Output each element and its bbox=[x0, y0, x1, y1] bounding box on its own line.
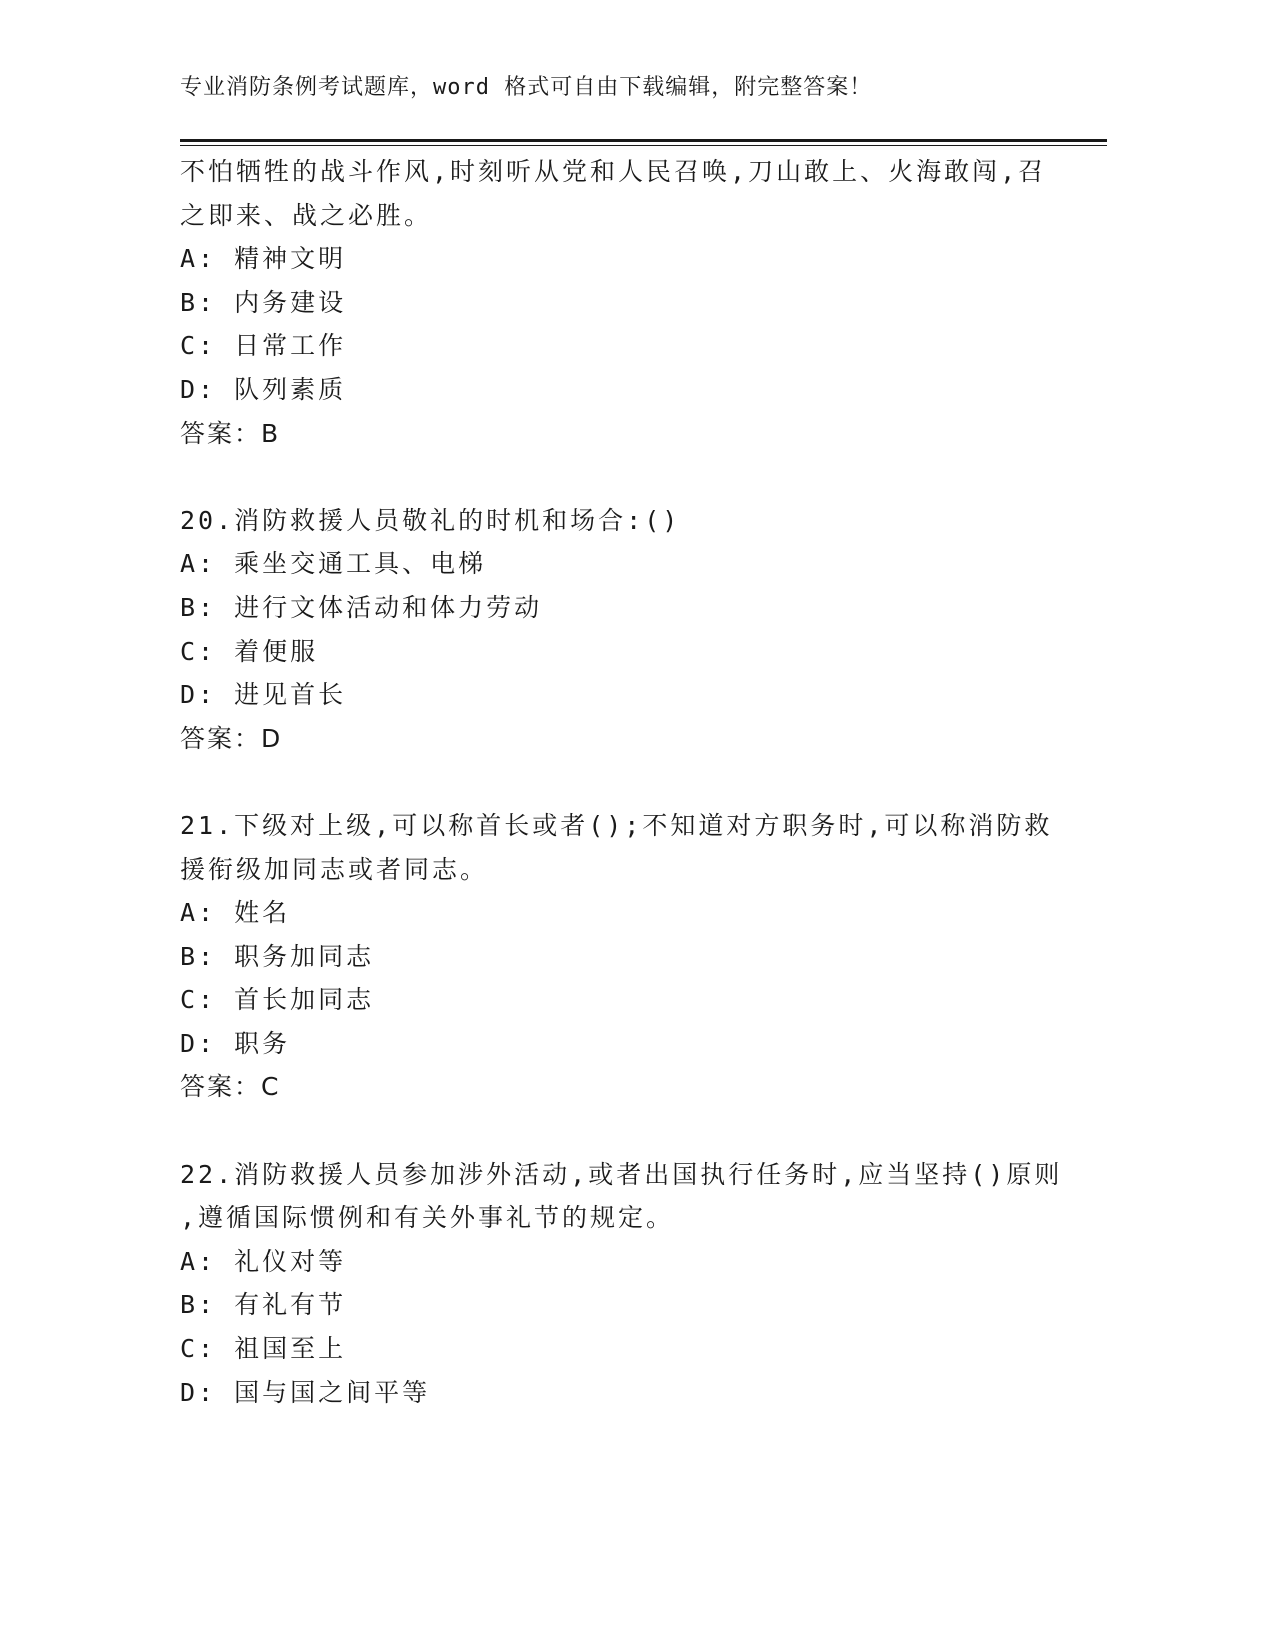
spacer bbox=[180, 1109, 1060, 1153]
question-stem: 21.下级对上级,可以称首长或者();不知道对方职务时,可以称消防救 bbox=[180, 810, 1053, 840]
option-a: A: 姓名 bbox=[180, 898, 291, 928]
header-rule-thin bbox=[180, 145, 1107, 146]
answer-label: 答案：C bbox=[180, 1072, 281, 1102]
option-c: C: 日常工作 bbox=[180, 331, 347, 361]
option-a: A: 乘坐交通工具、电梯 bbox=[180, 549, 487, 579]
option-b: B: 内务建设 bbox=[180, 287, 347, 317]
option-b: B: 有礼有节 bbox=[180, 1290, 347, 1320]
option-c: C: 首长加同志 bbox=[180, 985, 375, 1015]
option-b: B: 职务加同志 bbox=[180, 941, 375, 971]
spacer bbox=[180, 760, 1060, 804]
option-d: D: 国与国之间平等 bbox=[180, 1377, 431, 1407]
question-stem: 援衔级加同志或者同志。 bbox=[180, 854, 489, 884]
question-stem: ,遵循国际惯例和有关外事礼节的规定。 bbox=[180, 1203, 675, 1233]
question-list bbox=[180, 150, 1063, 1414]
option-b: B: 进行文体活动和体力劳动 bbox=[180, 592, 543, 622]
question-stem: 之即来、战之必胜。 bbox=[180, 200, 433, 230]
option-d: D: 进见首长 bbox=[180, 680, 347, 710]
option-c: C: 着便服 bbox=[180, 636, 319, 666]
answer-label: 答案：B bbox=[180, 418, 281, 448]
answer-label: 答案：D bbox=[180, 723, 283, 753]
option-c: C: 祖国至上 bbox=[180, 1334, 347, 1364]
question-stem: 20.消防救援人员敬礼的时机和场合:() bbox=[180, 505, 681, 535]
option-a: A: 精神文明 bbox=[180, 244, 347, 274]
question-20 bbox=[180, 499, 1060, 761]
spacer bbox=[180, 455, 1060, 499]
option-d: D: 队列素质 bbox=[180, 374, 347, 404]
option-d: D: 职务 bbox=[180, 1028, 291, 1058]
question-stem: 22.消防救援人员参加涉外活动,或者出国执行任务时,应当坚持()原则 bbox=[180, 1159, 1063, 1189]
option-a: A: 礼仪对等 bbox=[180, 1246, 347, 1276]
question-22 bbox=[180, 1153, 1063, 1415]
question-stem: 不怕牺牲的战斗作风,时刻听从党和人民召唤,刀山敢上、火海敢闯,召 bbox=[180, 157, 1047, 186]
question-19 bbox=[180, 150, 1060, 455]
page-header: 专业消防条例考试题库，word 格式可自由下载编辑，附完整答案！ bbox=[180, 75, 873, 100]
question-21 bbox=[180, 804, 1060, 1109]
header-rule-thick bbox=[180, 139, 1107, 142]
